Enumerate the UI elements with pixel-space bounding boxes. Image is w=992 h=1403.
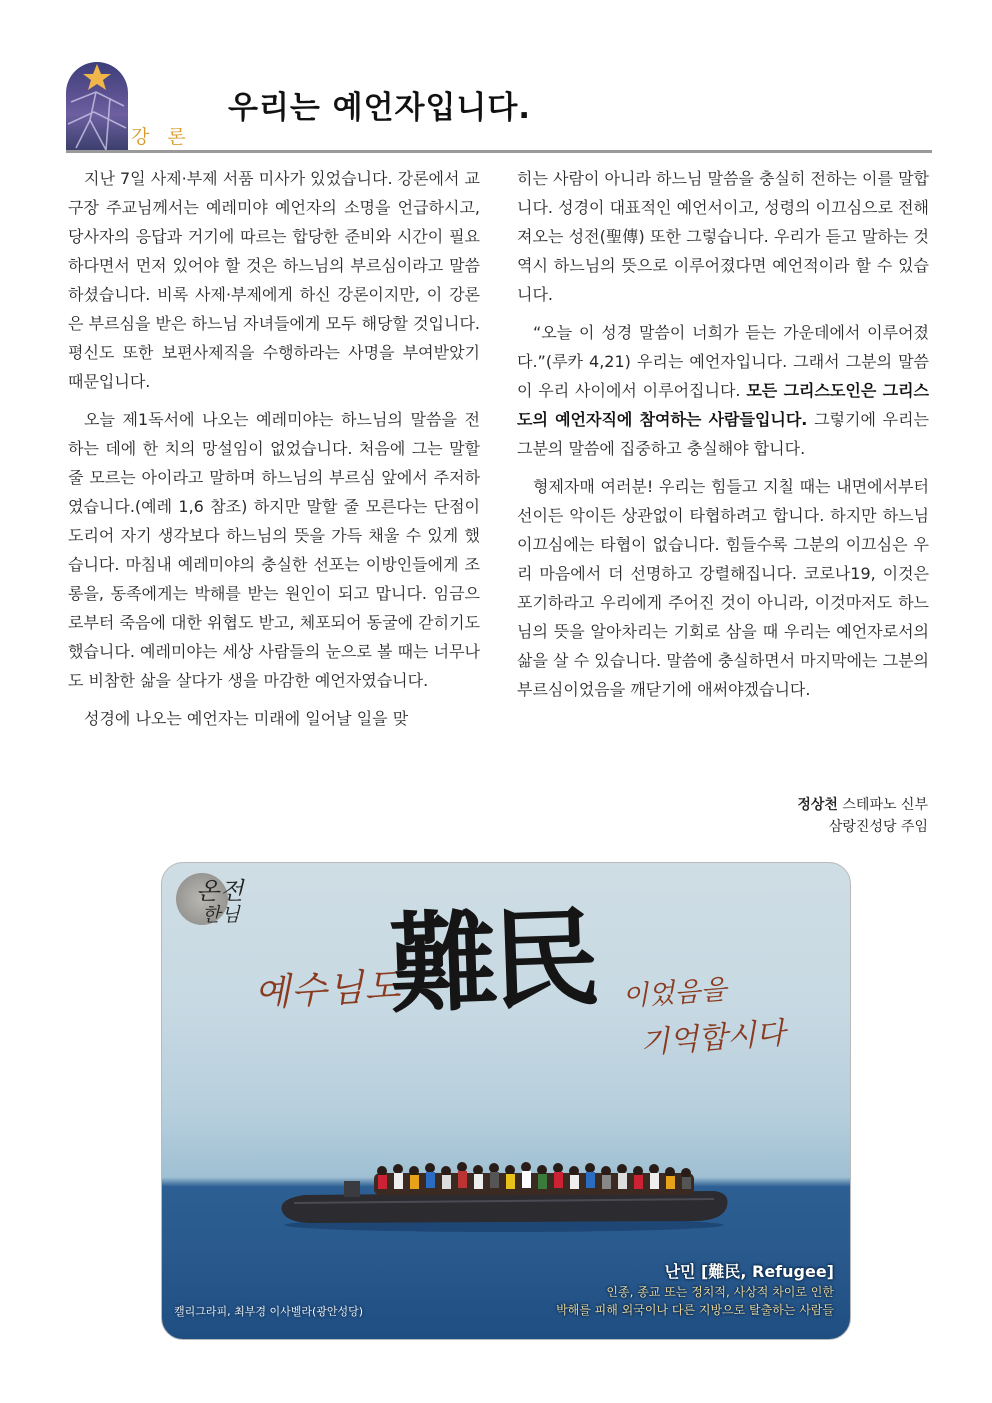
caption-title: 난민 [難民, Refugee] [664,1262,834,1281]
article-paragraph: 형제자매 여러분! 우리는 힘들고 지칠 때는 내면에서부터 선이든 악이든 상관없이 타협하려고 합니다. 하지만 하느님 이끄심에는 타협이 없습니다. 힘들수록 그분의 이끄심은 우리 마음에서 더 선명하고 강렬해집니다. 코로나19, 이것은 포기하라고 우리에게 주어진 것이 아니라, 이것마저도 하느님의 뜻을 알아차리는 기회로 삼을 때 우리는 예언자로서의 삶을 살 수 있습니다. 말씀에 충실하면서 마지막에는 그분의 부르심이었음을 깨닫기에 애써야겠습니다. [517,477,929,699]
stamp-logo-text [196,879,244,927]
author-role: 스테파노 신부 [842,797,928,813]
caption-line: 박해를 피해 외국이나 다른 지방으로 탈출하는 사람들 [556,1303,834,1317]
article-paragraph [517,318,929,463]
stamp-line: 한님 [202,904,241,926]
calligraphy-right-bottom: 기억합시다 [639,1015,787,1062]
author-name: 정상천 [797,797,838,813]
stamp-line: 온전 [196,877,245,905]
author-parish: 삼랑진성당 주임 [828,819,928,835]
calligraphy-hanja: 難民 [387,895,597,1029]
article-paragraph: 히는 사람이 아니라 하느님 말씀을 충실히 전하는 이를 말합니다. 성경이 대표적인 예언서이고, 성령의 이끄심으로 전해져오는 성전(聖傳) 또한 그렇습니다. 우리가 듣고 말하는 것 역시 하느님의 뜻으로 이루어졌다면 예언적이라 할 수 있습니다. [517,169,929,304]
header-divider [66,150,932,153]
author-signature [797,794,928,838]
article-left-column [68,164,480,742]
section-emblem [66,62,128,150]
paragraph-text: “오늘 이 성경 말씀이 너희가 듣는 가운데에서 이루어졌다.”(루카 4,21) 우리는 예언자입니다. 그래서 그분의 말씀이 우리 사이에서 이루어집니다. [517,323,929,400]
refugee-poster [161,862,851,1340]
caption-line: 인종, 종교 또는 정치적, 사상적 차이로 인한 [606,1285,834,1299]
article-paragraph: 오늘 제1독서에 나오는 예레미야는 하느님의 말씀을 전하는 데에 한 치의 망설임이 없었습니다. 처음에 그는 말할 줄 모르는 아이라고 말하며 하느님의 부르심 앞에서 주저하였습니다.(예레 1,6 참조) 하지만 말할 줄 모른다는 단점이 도리어 자기 생각보다 하느님의 뜻을 가득 채울 수 있게 했습니다. 마침내 예레미야의 충실한 선포는 이방인들에게 조롱을, 동족에게는 박해를 받는 원인이 되고 맙니다. 임금으로부터 죽음에 대한 위협도 받고, 체포되어 동굴에 갇히기도 했습니다. 예레미야는 세상 사람들의 눈으로 볼 때는 너무나도 비참한 삶을 살다가 생을 마감한 예언자였습니다. [68,410,480,690]
poster-caption [556,1261,834,1319]
page-title: 우리는 예언자입니다. [228,90,532,126]
section-label: 강 론 [131,126,192,148]
article-paragraph: 성경에 나오는 예언자는 미래에 일어날 일을 맞 [84,709,409,728]
article-paragraph: 지난 7일 사제·부제 서품 미사가 있었습니다. 강론에서 교구장 주교님께서는 예레미야 예언자의 소명을 언급하시고, 당사자의 응답과 거기에 따르는 합당한 준비와 시간이 필요하다면서 먼저 있어야 할 것은 하느님의 부르심이라고 말씀하셨습니다. 비록 사제·부제에게 하신 강론이지만, 이 강론은 부르심을 받은 하느님 자녀들에게 모두 해당할 것입니다. 평신도 또한 보편사제직을 수행하라는 사명을 부여받았기 때문입니다. [68,169,480,391]
stained-glass-icon [66,62,128,150]
calligraphy-right-top: 이었음을 [621,974,728,1013]
calligraphy-left: 예수님도 [253,964,403,1015]
emphasized-text: 모든 그리스도인은 그리스도의 예언자직에 참여하는 사람들입니다. [517,381,929,429]
poster-credit: 캘리그라피, 최부경 이사벨라(광안성당) [174,1305,364,1318]
article-right-column [517,164,929,713]
refugee-boat-illustration [274,1159,734,1239]
paragraph-text: 그렇기에 우리는 그분의 말씀에 집중하고 충실해야 합니다. [517,410,929,458]
